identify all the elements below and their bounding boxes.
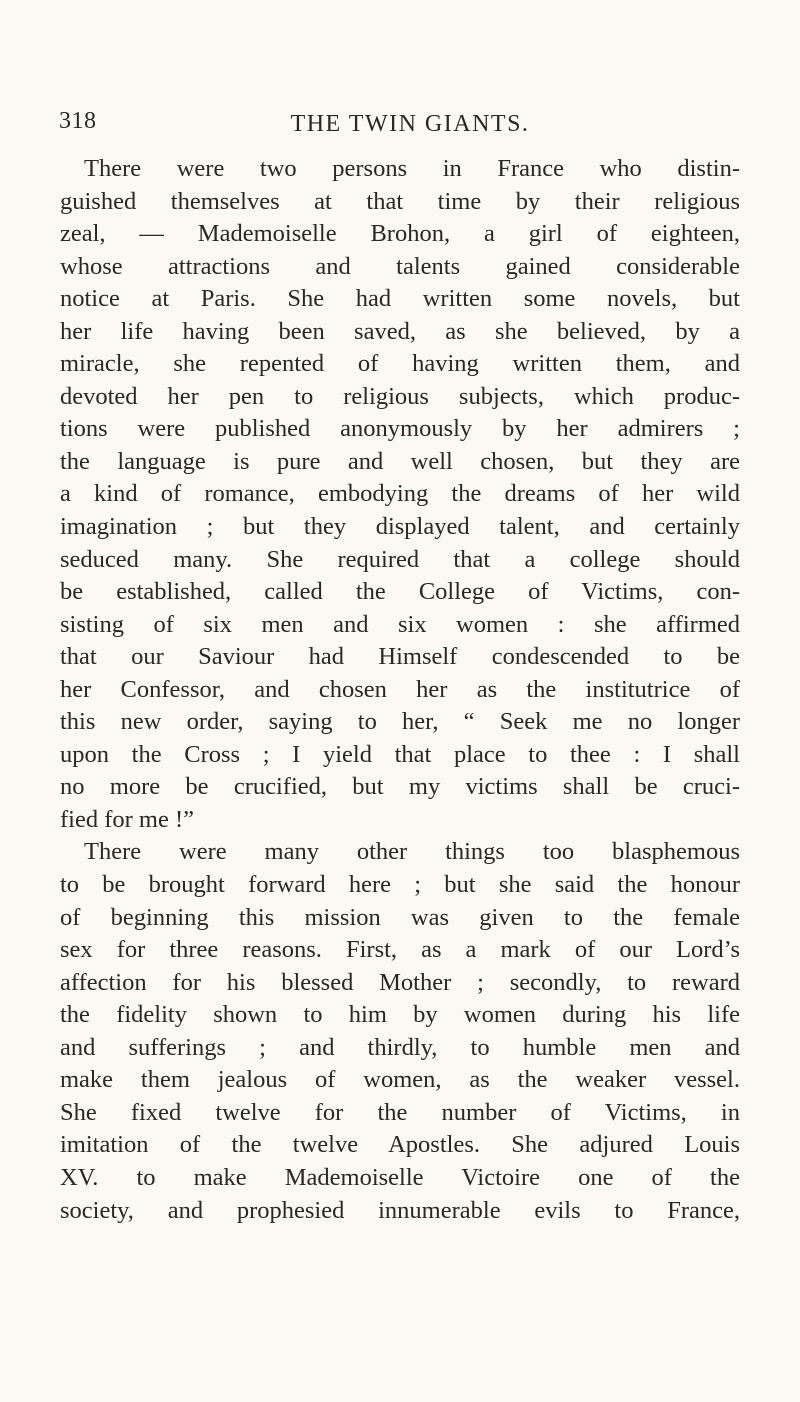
- text-line: affection for his blessed Mother ; secondly, to reward: [60, 968, 740, 996]
- text-line: sisting of six men and six women : she affirmed: [60, 610, 740, 638]
- text-line: seduced many. She required that a college should: [60, 545, 740, 573]
- text-line: sex for three reasons. First, as a mark of our Lord’s: [60, 936, 740, 964]
- text-line: tions were published anonymously by her admirers ;: [60, 415, 740, 443]
- text-line: society, and prophesied innumerable evils to France,: [60, 1196, 740, 1224]
- text-line: to be brought forward here ; but she said the honour: [60, 871, 740, 899]
- text-line: and sufferings ; and thirdly, to humble men and: [60, 1033, 740, 1061]
- text-line: There were many other things too blasphemous: [84, 838, 740, 866]
- text-line: imagination ; but they displayed talent, and certainly: [60, 513, 740, 541]
- text-line: There were two persons in France who distin-: [84, 155, 740, 182]
- paragraph: [60, 153, 740, 836]
- text-line: that our Saviour had Himself condescended to be: [60, 643, 740, 671]
- running-head: THE TWIN GIANTS.: [290, 111, 530, 137]
- text-line: upon the Cross ; I yield that place to thee : I shall: [60, 740, 740, 768]
- text-line: zeal, — Mademoiselle Brohon, a girl of eighteen,: [60, 220, 740, 248]
- text-line: devoted her pen to religious subjects, which produc-: [60, 382, 740, 410]
- text-line: whose attractions and talents gained considerable: [60, 252, 740, 280]
- text-line: no more be crucified, but my victims shall be cruci-: [60, 773, 740, 801]
- text-line: the language is pure and well chosen, but they are: [60, 447, 740, 475]
- text-line: her life having been saved, as she believed, by a: [60, 317, 740, 345]
- text-line: the fidelity shown to him by women during his life: [60, 1001, 740, 1029]
- text-line: fied for me !”: [60, 805, 194, 833]
- text-line: make them jealous of women, as the weaker vessel.: [60, 1066, 740, 1094]
- text-line: of beginning this mission was given to the female: [60, 903, 740, 931]
- text-line: this new order, saying to her, “ Seek me no longer: [60, 708, 740, 736]
- page-number: 318: [59, 108, 97, 134]
- text-line: guished themselves at that time by their religious: [60, 187, 740, 215]
- text-line: a kind of romance, embodying the dreams of her wild: [60, 480, 740, 508]
- text-line: miracle, she repented of having written them, and: [60, 350, 740, 378]
- text-line: imitation of the twelve Apostles. She adjured Louis: [60, 1131, 740, 1159]
- text-line: notice at Paris. She had written some novels, but: [60, 285, 740, 313]
- body-text: [60, 153, 740, 1227]
- text-line: her Confessor, and chosen her as the institutrice of: [60, 675, 740, 703]
- text-line: She fixed twelve for the number of Victims, in: [60, 1098, 740, 1126]
- text-line: XV. to make Mademoiselle Victoire one of the: [60, 1163, 740, 1191]
- text-line: be established, called the College of Victims, con-: [60, 578, 740, 606]
- paragraph: [60, 836, 740, 1227]
